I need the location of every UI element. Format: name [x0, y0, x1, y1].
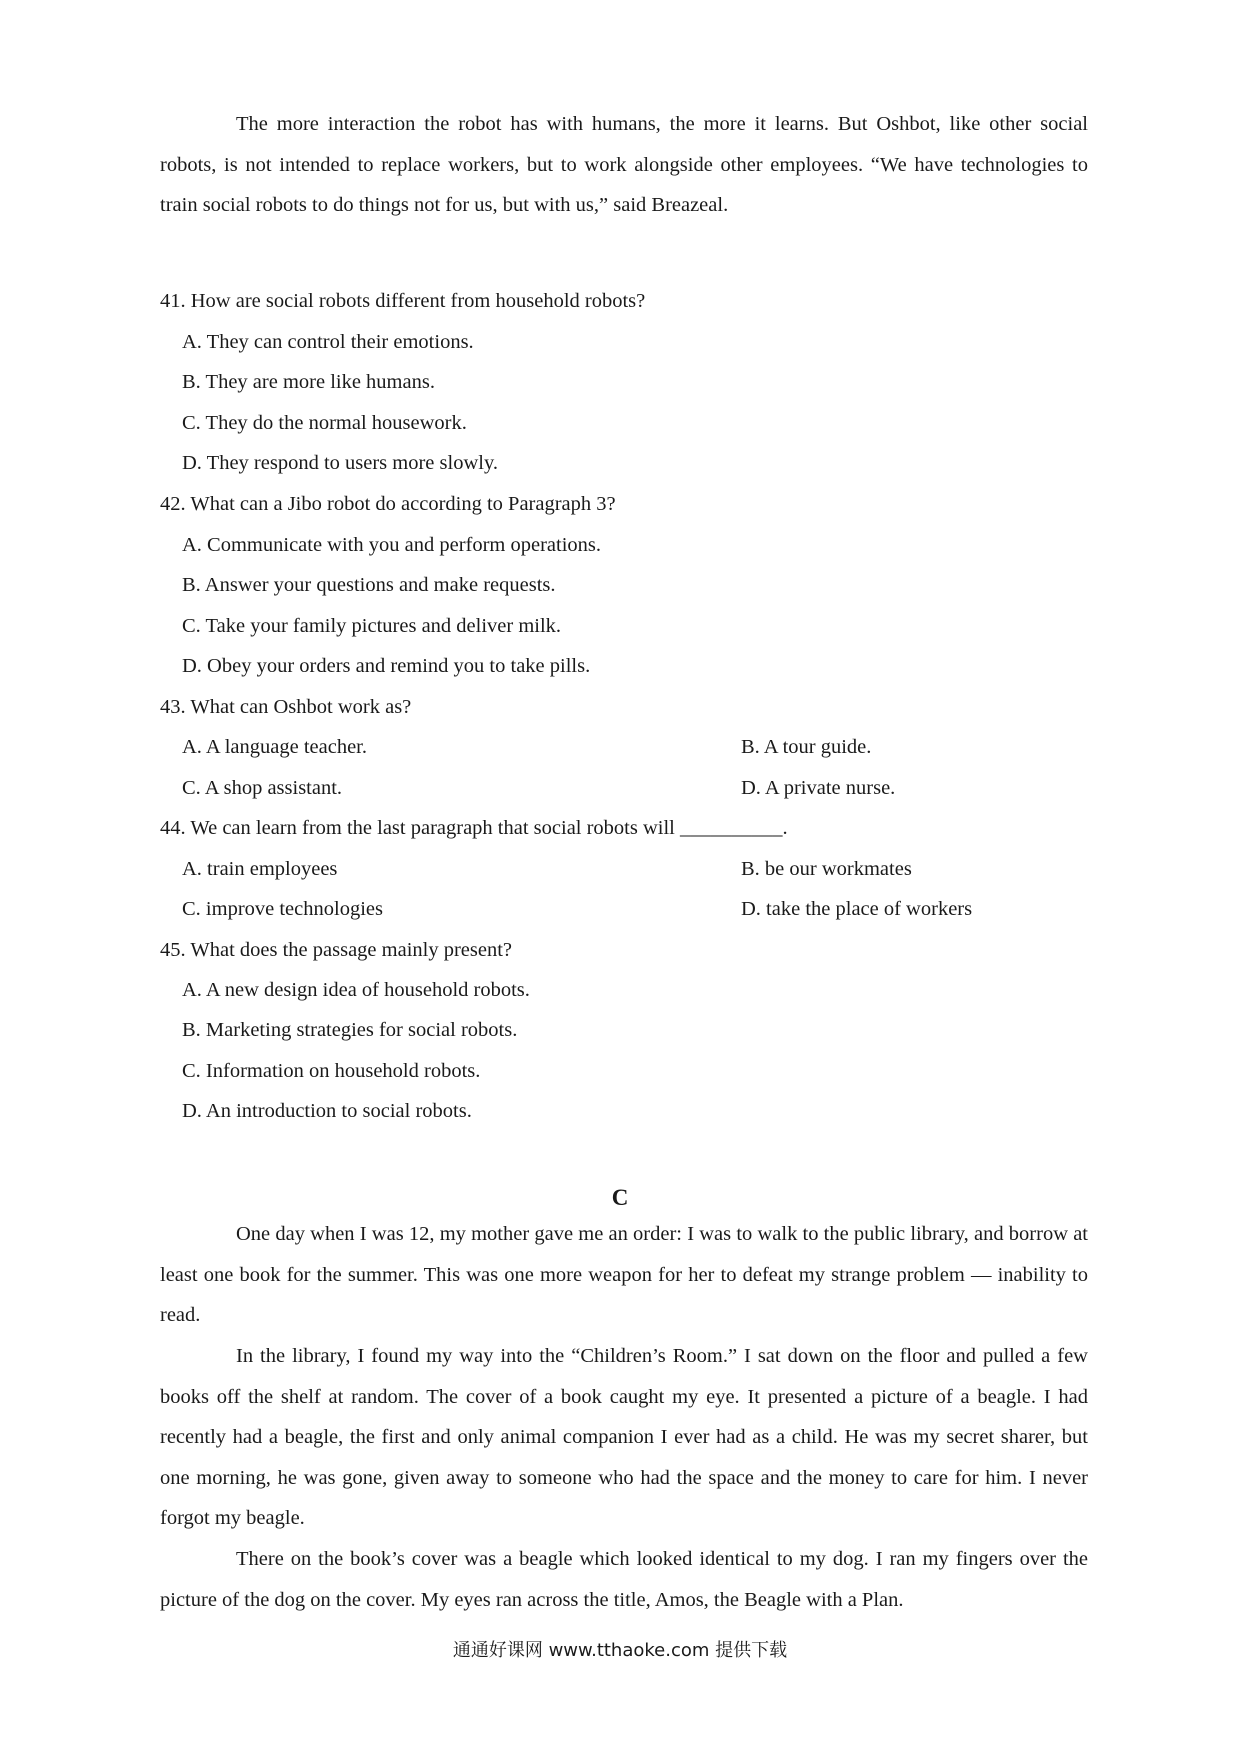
- question-text: How are social robots different from household robots?: [190, 290, 646, 312]
- passage-b-closing-paragraph: The more interaction the robot has with humans, the more it learns. But Oshbot, like other social robots, is not intended to replace workers, but to work alongside other employees. “We have technologies to train social robots to do things not for us, but with us,” said Breazeal.: [160, 113, 1088, 216]
- question-number: 43.: [160, 696, 186, 718]
- option-44-b: B. be our workmates: [741, 858, 912, 880]
- option-42-a: A. Communicate with you and perform operations.: [182, 534, 602, 556]
- option-42-b: B. Answer your questions and make requests.: [182, 574, 556, 596]
- question-41: [160, 290, 645, 313]
- option-45-b: B. Marketing strategies for social robots.: [182, 1019, 518, 1041]
- question-text: We can learn from the last paragraph that social robots will __________.: [190, 817, 788, 839]
- option-42-c: C. Take your family pictures and deliver milk.: [182, 615, 562, 637]
- option-41-d: D. They respond to users more slowly.: [182, 452, 498, 474]
- option-41-a: A. They can control their emotions.: [182, 331, 474, 353]
- option-44-c: C. improve technologies: [182, 898, 383, 920]
- option-44-d: D. take the place of workers: [741, 898, 973, 920]
- option-43-b: B. A tour guide.: [741, 736, 872, 758]
- option-42-d: D. Obey your orders and remind you to take pills.: [182, 655, 591, 677]
- option-45-a: A. A new design idea of household robots.: [182, 979, 530, 1001]
- option-43-a: A. A language teacher.: [182, 736, 368, 758]
- option-45-d: D. An introduction to social robots.: [182, 1100, 472, 1122]
- question-number: 41.: [160, 290, 186, 312]
- question-text: What can Oshbot work as?: [190, 696, 412, 718]
- question-45: [160, 939, 512, 962]
- question-number: 42.: [160, 493, 186, 515]
- option-45-c: C. Information on household robots.: [182, 1060, 481, 1082]
- section-c-heading: C: [611, 1185, 629, 1210]
- question-44: [160, 817, 788, 840]
- page-footer: 通通好课网 www.tthaoke.com 提供下载: [452, 1640, 788, 1661]
- question-number: 44.: [160, 817, 186, 839]
- option-44-a: A. train employees: [182, 858, 338, 880]
- option-41-c: C. They do the normal housework.: [182, 412, 467, 434]
- option-43-c: C. A shop assistant.: [182, 777, 343, 799]
- question-number: 45.: [160, 939, 186, 961]
- question-42: [160, 493, 616, 516]
- option-43-d: D. A private nurse.: [741, 777, 896, 799]
- question-text: What does the passage mainly present?: [190, 939, 513, 961]
- question-text: What can a Jibo robot do according to Paragraph 3?: [190, 493, 616, 515]
- section-c-paragraph-1: One day when I was 12, my mother gave me an order: I was to walk to the public library, and borrow at least one book for the summer. This was one more weapon for her to defeat my strange problem — inability to read.: [160, 1223, 1088, 1326]
- section-c-paragraph-3: There on the book’s cover was a beagle which looked identical to my dog. I ran my fingers over the picture of the dog on the cover. My eyes ran across the title, Amos, the Beagle with a Plan.: [160, 1548, 1088, 1611]
- question-43: [160, 696, 411, 719]
- option-41-b: B. They are more like humans.: [182, 371, 435, 393]
- section-c-paragraph-2: In the library, I found my way into the “Children’s Room.” I sat down on the floor and pulled a few books off the shelf at random. The cover of a book caught my eye. It presented a picture of a beagle. I had recently had a beagle, the first and only animal companion I ever had as a child. He was my secret sharer, but one morning, he was gone, given away to someone who had the space and the money to care for him. I never forgot my beagle.: [160, 1345, 1088, 1529]
